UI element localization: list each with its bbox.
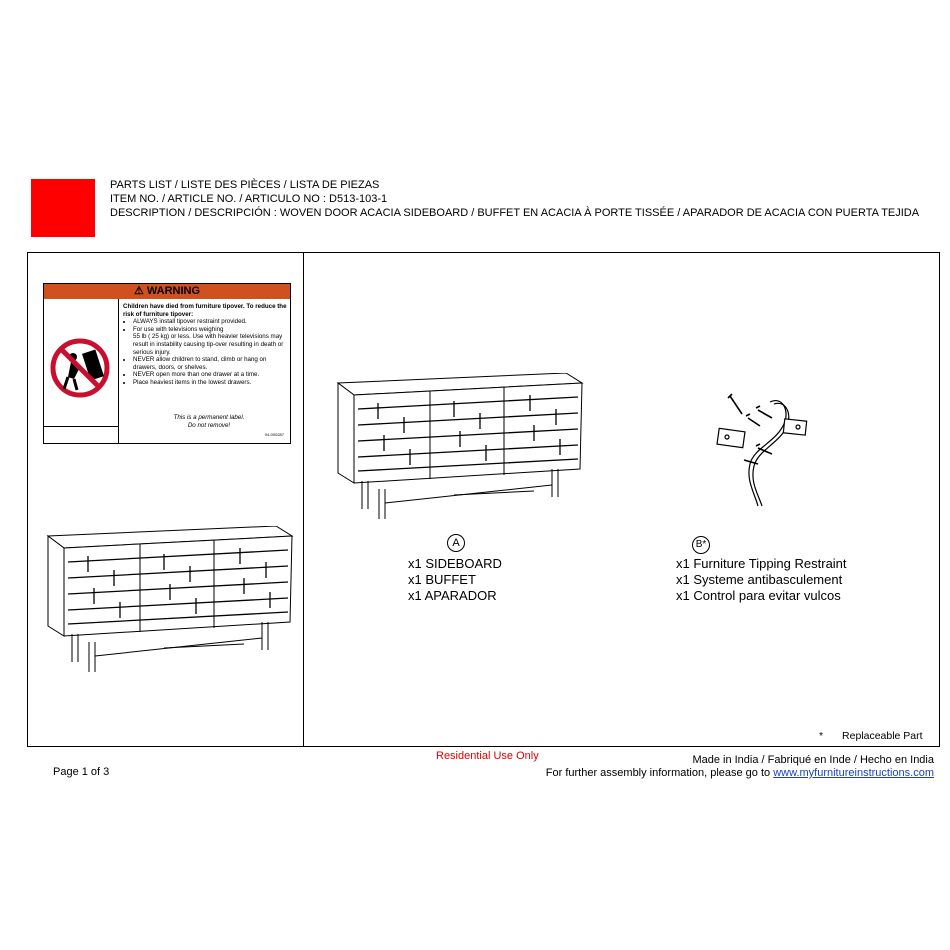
pictogram-divider: [44, 426, 118, 427]
replaceable-note: [819, 730, 923, 742]
assembly-info: [546, 767, 934, 779]
part-badge-b: B*: [692, 536, 710, 554]
part-b-label: [676, 556, 847, 604]
page-number: Page 1 of 3: [53, 766, 110, 778]
sideboard-overview-icon: [44, 526, 294, 676]
part-b-line: x1 Control para evitar vulcos: [676, 588, 841, 603]
residential-use-note: Residential Use Only: [436, 750, 539, 762]
sideboard-icon: [334, 373, 584, 523]
warning-triangle-icon: ⚠: [133, 285, 144, 297]
warning-banner: [44, 284, 290, 299]
warning-item: • For use with televisions weighing: [133, 326, 288, 334]
brand-color-block: [31, 179, 95, 237]
warning-list: [123, 318, 288, 386]
warning-item: • NEVER allow children to stand, climb or hang on drawers, doors, or shelves.: [133, 356, 288, 371]
permanent-line-2: Do not remove!: [187, 421, 231, 429]
parts-list-title: PARTS LIST / LISTE DES PIÈCES / LISTA DE PIEZAS: [110, 179, 380, 191]
part-b-line: x1 Systeme antibasculement: [676, 572, 843, 587]
frame-divider: [303, 252, 304, 747]
warning-pictogram-panel: [44, 299, 119, 443]
part-a-line: x1 SIDEBOARD: [408, 556, 502, 571]
warning-item: • ALWAYS install tipover restraint provided.: [133, 318, 288, 326]
assembly-info-text: For further assembly information, please go to: [545, 767, 774, 779]
warning-item: 55 lb ( 25 kg) or less. Use with heavier televisions may result in instability causing tip-over resulting in death or serious injury.: [133, 333, 284, 356]
warning-label: [43, 283, 291, 444]
item-number: ITEM NO. / ARTICLE NO. / ARTICULO NO : D513-103-1: [110, 193, 388, 205]
instructions-link[interactable]: www.myfurnitureinstructions.com: [773, 767, 934, 779]
permanent-label-note: [154, 414, 264, 429]
replaceable-star: *: [819, 730, 824, 742]
description: DESCRIPTION / DESCRIPCIÓN : WOVEN DOOR ACACIA SIDEBOARD / BUFFET EN ACACIA À PORTE TISSÉE / APARADOR DE ACACIA CON PUERTA TEJIDA: [110, 207, 920, 219]
replaceable-label: Replaceable Part: [842, 730, 923, 742]
warning-lead: Children have died from furniture tipover. To reduce the risk of furniture tipover:: [123, 303, 287, 318]
permanent-line-1: This is a permanent label.: [173, 414, 245, 421]
part-a-label: [408, 556, 502, 604]
warning-title: WARNING: [146, 285, 201, 297]
warning-text: [123, 303, 288, 387]
no-climbing-icon: [44, 299, 118, 427]
part-a-line: x1 APARADOR: [408, 588, 497, 603]
part-b-line: x1 Furniture Tipping Restraint: [676, 556, 847, 571]
warning-code: 04-000287: [264, 432, 284, 437]
part-badge-a: A: [447, 534, 465, 552]
made-in-note: Made in India / Fabriqué en Inde / Hecho en India: [692, 754, 934, 766]
warning-item: • NEVER open more than one drawer at a time.: [133, 371, 288, 379]
part-a-line: x1 BUFFET: [408, 572, 476, 587]
tipping-restraint-icon: [714, 388, 814, 512]
warning-item: • Place heaviest items in the lowest drawers.: [133, 379, 288, 387]
